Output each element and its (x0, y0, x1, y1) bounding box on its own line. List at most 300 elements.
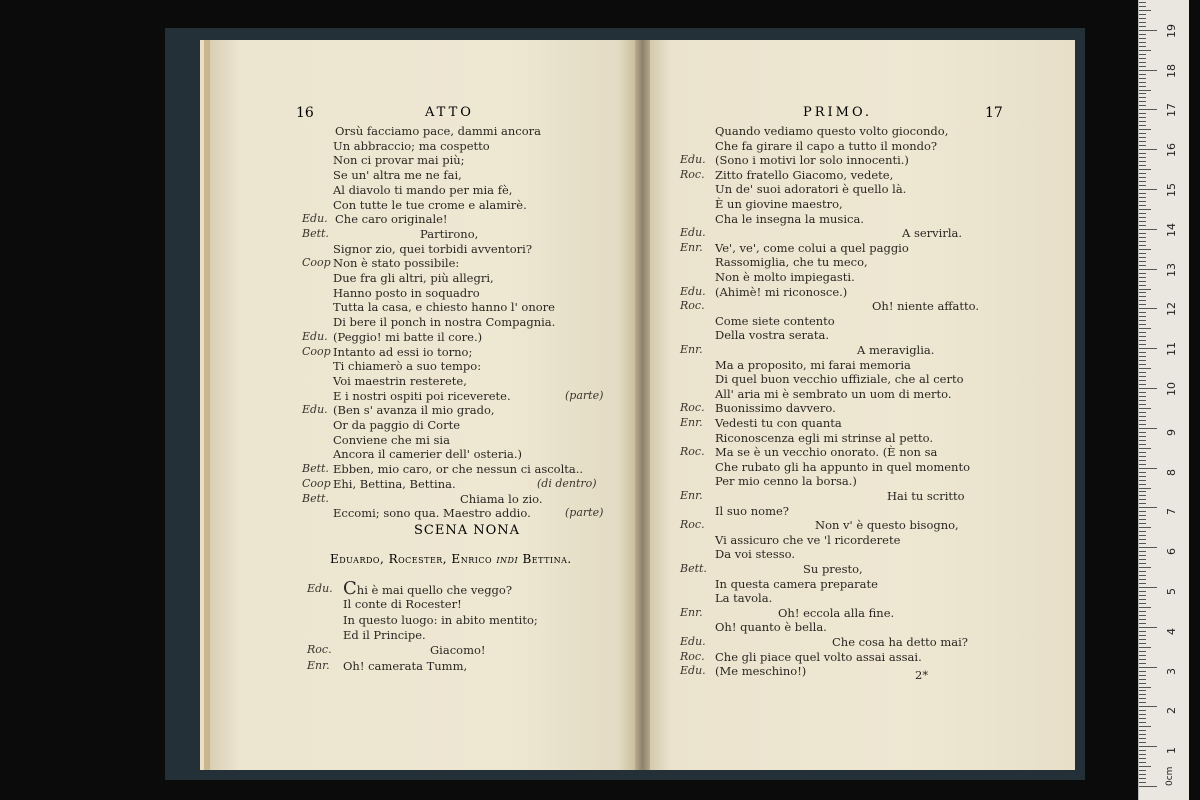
ruler-tick (1139, 308, 1157, 309)
ruler-tick (1139, 324, 1146, 325)
right-line: Ve', ve', come colui a quel paggio (715, 240, 909, 255)
right-line: Vedesti tu con quanta (715, 416, 842, 430)
ruler-tick (1139, 758, 1146, 759)
ruler-tick (1139, 499, 1146, 500)
cast-names: Eduardo, Rocester, Enrico (330, 552, 493, 566)
ruler-number: 14 (1165, 222, 1178, 237)
scene-line: Oh! camerata Tumm, (343, 658, 468, 673)
ruler-tick (1139, 738, 1146, 739)
right-line: Vi assicuro che ve 'l ricorderete (715, 532, 901, 547)
ruler-tick (1139, 249, 1151, 250)
ruler-tick (1139, 233, 1146, 234)
ruler-tick (1139, 547, 1157, 548)
ruler-tick (1139, 722, 1146, 723)
ruler-tick (1139, 428, 1157, 429)
ruler-tick (1139, 149, 1157, 150)
right-line: Zitto fratello Giacomo, vedete, (715, 167, 894, 182)
ruler-tick (1139, 495, 1146, 496)
right-line: (Me meschino!) (715, 664, 807, 679)
right-speaker: Edu. (680, 226, 706, 240)
ruler-tick (1139, 531, 1146, 532)
ruler-tick (1139, 66, 1146, 67)
left-speaker: Bett. (302, 462, 329, 476)
left-line: Ti chiamerò a suo tempo: (333, 359, 482, 374)
ruler-tick (1139, 18, 1146, 19)
ruler-tick (1139, 655, 1146, 656)
ruler-tick (1139, 710, 1146, 711)
ruler-tick (1139, 392, 1146, 393)
ruler-tick (1139, 90, 1151, 91)
ruler-tick (1139, 639, 1146, 640)
left-speaker: Coop (302, 344, 331, 358)
ruler-number: 11 (1165, 342, 1178, 357)
ruler-tick (1139, 603, 1146, 604)
ruler-tick (1139, 2, 1146, 3)
ruler-tick (1139, 416, 1146, 417)
ruler-tick (1139, 372, 1146, 373)
ruler-tick (1139, 694, 1146, 695)
right-line: La tavola. (715, 591, 773, 606)
scene-line: Il conte di Rocester! (343, 597, 462, 612)
ruler-tick (1139, 778, 1146, 779)
ruler-tick (1139, 539, 1146, 540)
ruler-tick (1139, 543, 1146, 544)
ruler-tick (1139, 368, 1151, 369)
ruler-tick (1139, 6, 1146, 7)
left-line: Partirono, (420, 226, 479, 241)
signature-mark: 2* (915, 668, 929, 682)
left-line: Che caro originale! (335, 212, 448, 227)
ruler-tick (1139, 221, 1146, 222)
left-line: E i nostri ospiti poi riceverete. (333, 388, 511, 403)
right-line: Un de' suoi adoratori è quello là. (715, 182, 907, 197)
ruler-tick (1139, 356, 1146, 357)
ruler-number: 19 (1165, 23, 1178, 38)
left-line: Al diavolo ti mando per mia fè, (333, 182, 513, 197)
ruler-tick (1139, 197, 1146, 198)
ruler-tick (1139, 782, 1146, 783)
ruler-tick (1139, 687, 1151, 688)
ruler-tick (1139, 101, 1146, 102)
ruler-tick (1139, 26, 1146, 27)
ruler-tick (1139, 400, 1146, 401)
ruler-tick (1139, 412, 1146, 413)
right-line: Che cosa ha detto mai? (832, 635, 968, 649)
left-speaker: Bett. (302, 491, 329, 505)
ruler-tick (1139, 659, 1146, 660)
ruler-tick (1139, 484, 1146, 485)
scene-line: Giacomo! (430, 643, 486, 658)
ruler-tick (1139, 456, 1146, 457)
right-line: Buonissimo davvero. (715, 401, 836, 416)
cast-indi: indi (496, 552, 519, 566)
page-number-right: 17 (985, 105, 1003, 121)
ruler-number: 12 (1165, 302, 1178, 317)
ruler-tick (1139, 476, 1146, 477)
ruler-tick (1139, 181, 1146, 182)
left-line: Chiama lo zio. (460, 491, 543, 506)
ruler-number: 7 (1165, 508, 1178, 516)
ruler-tick (1139, 519, 1146, 520)
left-line: Orsù facciamo pace, dammi ancora (335, 124, 542, 138)
left-line: Ebben, mio caro, or che nessun ci ascolta.. (333, 462, 584, 477)
right-line: Hai tu scritto (887, 489, 965, 503)
ruler-tick (1139, 750, 1146, 751)
left-line: (Peggio! mi batte il core.) (333, 329, 483, 344)
ruler-tick (1139, 245, 1146, 246)
ruler-tick (1139, 86, 1146, 87)
ruler-tick (1139, 137, 1146, 138)
ruler-tick (1139, 161, 1146, 162)
ruler-number: 10 (1165, 382, 1178, 396)
ruler-tick (1139, 436, 1146, 437)
ruler-tick (1139, 420, 1146, 421)
scene-speaker: Enr. (307, 658, 330, 672)
ruler-tick (1139, 627, 1157, 628)
ruler-tick (1139, 667, 1157, 668)
right-line: È un giovine maestro, (715, 197, 843, 211)
right-line: Di quel buon vecchio uffiziale, che al certo (715, 372, 964, 387)
left-line: Hanno posto in soquadro (333, 285, 480, 300)
left-line: Non ci provar mai più; (333, 153, 465, 168)
ruler-tick (1139, 408, 1151, 409)
right-line: Come siete contento (715, 313, 835, 328)
measurement-ruler (1138, 0, 1189, 800)
ruler-tick (1139, 253, 1146, 254)
ruler-tick (1139, 312, 1146, 313)
ruler-tick (1139, 129, 1151, 130)
ruler-tick (1139, 663, 1146, 664)
left-line: Voi maestrin resterete, (333, 373, 467, 388)
scene-speaker: Edu. (307, 582, 333, 595)
ruler-number: 4 (1165, 627, 1178, 635)
ruler-tick (1139, 671, 1146, 672)
ruler-tick (1139, 448, 1151, 449)
ruler-tick (1139, 58, 1146, 59)
right-line: Della vostra serata. (715, 328, 830, 343)
ruler-tick (1139, 364, 1146, 365)
ruler-tick (1139, 225, 1146, 226)
right-line: Riconoscenza egli mi strinse al petto. (715, 430, 934, 445)
ruler-number: 2 (1165, 707, 1178, 715)
ruler-tick (1139, 189, 1157, 190)
ruler-tick (1139, 125, 1146, 126)
ruler-tick (1139, 583, 1146, 584)
ruler-tick (1139, 209, 1151, 210)
right-speaker: Roc. (680, 445, 705, 459)
ruler-tick (1139, 229, 1157, 230)
right-line: Cha le insegna la musica. (715, 211, 864, 226)
ruler-tick (1139, 360, 1146, 361)
ruler-tick (1139, 527, 1151, 528)
ruler-tick (1139, 201, 1146, 202)
ruler-tick (1139, 742, 1146, 743)
ruler-tick (1139, 376, 1146, 377)
right-line: (Ahimè! mi riconosce.) (715, 284, 848, 299)
ruler-tick (1139, 273, 1146, 274)
ruler-tick (1139, 121, 1146, 122)
left-speaker: Coop (302, 256, 331, 270)
ruler-tick (1139, 734, 1146, 735)
ruler-tick (1139, 488, 1151, 489)
right-speaker: Enr. (680, 489, 703, 502)
scene-line: Ed il Principe. (343, 627, 426, 642)
ruler-tick (1139, 30, 1157, 31)
left-line: Intanto ad essi io torno; (333, 344, 473, 359)
ruler-tick (1139, 591, 1146, 592)
ruler-tick (1139, 432, 1146, 433)
right-speaker: Enr. (680, 343, 703, 356)
cast-last: Bettina. (522, 552, 572, 566)
right-line: Che rubato gli ha appunto in quel momento (715, 459, 971, 474)
ruler-tick (1139, 754, 1146, 755)
ruler-number: 1 (1165, 747, 1178, 755)
stage-direction: (parte) (565, 388, 604, 402)
ruler-tick (1139, 698, 1146, 699)
left-speaker: Edu. (302, 403, 328, 417)
scene-title: SCENA NONA (414, 523, 521, 538)
ruler-tick (1139, 575, 1146, 576)
right-speaker: Roc. (680, 649, 705, 663)
scene-line: In questo luogo: in abito mentito; (343, 612, 538, 627)
ruler-tick (1139, 74, 1146, 75)
left-line: Se un' altra me ne fai, (333, 168, 462, 183)
ruler-tick (1139, 78, 1146, 79)
ruler-tick (1139, 491, 1146, 492)
right-line: Non v' è questo bisogno, (815, 518, 959, 533)
drop-cap: C (343, 578, 357, 599)
left-line: Un abbraccio; ma cospetto (333, 138, 490, 153)
ruler-tick (1139, 281, 1146, 282)
ruler-tick (1139, 22, 1146, 23)
left-line: Ancora il camerier dell' osteria.) (333, 447, 523, 462)
ruler-tick (1139, 269, 1157, 270)
left-line: Due fra gli altri, più allegri, (333, 271, 494, 285)
left-line: Non è stato possibile: (333, 256, 460, 271)
right-line: Il suo nome? (715, 503, 789, 518)
ruler-tick (1139, 42, 1146, 43)
ruler-tick (1139, 289, 1151, 290)
right-line: (Sono i motivi lor solo innocenti.) (715, 153, 909, 168)
ruler-tick (1139, 265, 1146, 266)
ruler-tick (1139, 169, 1151, 170)
right-line: Quando vediamo questo volto giocondo, (715, 124, 949, 138)
ruler-tick (1139, 336, 1146, 337)
ruler-tick (1139, 579, 1146, 580)
right-line: Ma a proposito, mi farai memoria (715, 357, 911, 372)
right-speaker: Bett. (680, 562, 707, 575)
ruler-tick (1139, 631, 1146, 632)
ruler-tick (1139, 599, 1146, 600)
ruler-tick (1139, 619, 1146, 620)
ruler-tick (1139, 623, 1146, 624)
right-line: Su presto, (803, 562, 863, 576)
running-head-right: PRIMO. (803, 105, 873, 120)
ruler-tick (1139, 770, 1146, 771)
ruler-tick (1139, 82, 1146, 83)
ruler-tick (1139, 185, 1146, 186)
ruler-tick (1139, 320, 1146, 321)
ruler-tick (1139, 551, 1146, 552)
ruler-tick (1139, 762, 1146, 763)
ruler-tick (1139, 444, 1146, 445)
ruler-tick (1139, 396, 1146, 397)
ruler-tick (1139, 177, 1146, 178)
ruler-tick (1139, 217, 1146, 218)
right-speaker: Enr. (680, 416, 703, 429)
ruler-tick (1139, 173, 1146, 174)
ruler-tick (1139, 340, 1146, 341)
ruler-tick (1139, 507, 1157, 508)
book-gutter (635, 40, 650, 770)
ruler-tick (1139, 213, 1146, 214)
ruler-number: 18 (1165, 63, 1178, 78)
ruler-tick (1139, 535, 1146, 536)
page-number-left: 16 (296, 105, 314, 121)
ruler-tick (1139, 567, 1151, 568)
ruler-tick (1139, 205, 1146, 206)
ruler-tick (1139, 726, 1151, 727)
right-speaker: Edu. (680, 153, 706, 167)
left-line: Con tutte le tue crome e alamirè. (333, 197, 527, 212)
ruler-tick (1139, 683, 1146, 684)
ruler-tick (1139, 587, 1157, 588)
right-speaker: Edu. (680, 635, 706, 648)
right-line: Rassomiglia, che tu meco, (715, 255, 868, 270)
ruler-number: 15 (1165, 183, 1178, 197)
ruler-tick (1139, 153, 1146, 154)
ruler-tick (1139, 714, 1146, 715)
ruler-tick (1139, 730, 1146, 731)
ruler-tick (1139, 515, 1146, 516)
ruler-tick (1139, 706, 1157, 707)
ruler-tick (1139, 555, 1146, 556)
left-line: Tutta la casa, e chiesto hanno l' onore (333, 300, 555, 315)
ruler-number: 13 (1165, 262, 1178, 277)
right-speaker: Roc. (680, 518, 705, 532)
ruler-tick (1139, 635, 1146, 636)
right-speaker: Enr. (680, 605, 703, 619)
ruler-number: 16 (1165, 143, 1178, 158)
right-line: All' aria mi è sembrato un uom di merto. (715, 386, 952, 401)
right-speaker: Edu. (680, 664, 706, 678)
right-speaker: Roc. (680, 401, 705, 415)
ruler-tick (1139, 643, 1146, 644)
ruler-tick (1139, 746, 1157, 747)
ruler-tick (1139, 257, 1146, 258)
ruler-tick (1139, 348, 1157, 349)
ruler-tick (1139, 766, 1151, 767)
ruler-tick (1139, 292, 1146, 293)
right-speaker: Roc. (680, 167, 705, 181)
right-line: Oh! eccola alla fine. (778, 605, 895, 620)
left-speaker: Edu. (302, 212, 328, 226)
ruler-tick (1139, 675, 1146, 676)
scene-line (343, 578, 512, 599)
right-line: Oh! niente affatto. (872, 299, 979, 314)
ruler-tick (1139, 559, 1146, 560)
ruler-tick (1139, 774, 1146, 775)
ruler-tick (1139, 464, 1146, 465)
ruler-tick (1139, 285, 1146, 286)
ruler-tick (1139, 595, 1146, 596)
ruler-tick (1139, 38, 1146, 39)
ruler-tick (1139, 786, 1157, 787)
ruler-tick (1139, 145, 1146, 146)
right-line: A servirla. (902, 226, 963, 241)
ruler-tick (1139, 480, 1146, 481)
ruler-tick (1139, 277, 1146, 278)
right-line: Non è molto impiegasti. (715, 270, 855, 284)
ruler-tick (1139, 563, 1146, 564)
right-line: Da voi stesso. (715, 547, 795, 562)
left-line: Signor zio, quei torbidi avventori? (333, 241, 533, 256)
right-speaker: Edu. (680, 284, 706, 298)
ruler-tick (1139, 511, 1146, 512)
scene-cast (330, 552, 572, 566)
ruler-tick (1139, 611, 1146, 612)
ruler-tick (1139, 193, 1146, 194)
ruler-tick (1139, 344, 1146, 345)
ruler-tick (1139, 141, 1146, 142)
ruler-tick (1139, 384, 1146, 385)
ruler-tick (1139, 647, 1151, 648)
running-head-left: ATTO (425, 105, 474, 120)
ruler-tick (1139, 241, 1146, 242)
ruler-tick (1139, 440, 1146, 441)
ruler-tick (1139, 523, 1146, 524)
ruler-tick (1139, 316, 1146, 317)
left-line: Ehi, Bettina, Bettina. (333, 476, 456, 491)
right-speaker: Enr. (680, 240, 703, 254)
left-speaker: Edu. (302, 329, 328, 343)
ruler-number: 8 (1165, 468, 1178, 476)
ruler-tick (1139, 50, 1151, 51)
ruler-tick (1139, 388, 1157, 389)
ruler-tick (1139, 117, 1146, 118)
ruler-tick (1139, 46, 1146, 47)
ruler-tick (1139, 332, 1146, 333)
ruler-tick (1139, 133, 1146, 134)
ruler-tick (1139, 34, 1146, 35)
ruler-number: 5 (1165, 588, 1178, 595)
scene-line-text: hi è mai quello che veggo? (356, 583, 513, 597)
right-line: Oh! quanto è bella. (715, 620, 827, 635)
right-line: In questa camera preparate (715, 576, 878, 591)
ruler-tick (1139, 718, 1146, 719)
ruler-tick (1139, 690, 1146, 691)
ruler-tick (1139, 109, 1157, 110)
right-speaker: Roc. (680, 299, 705, 313)
ruler-tick (1139, 113, 1146, 114)
ruler-tick (1139, 300, 1146, 301)
left-line: Eccomi; sono qua. Maestro addio. (333, 506, 531, 521)
ruler-tick (1139, 10, 1151, 11)
ruler-tick (1139, 105, 1146, 106)
stage-direction: (parte) (565, 506, 604, 520)
ruler-tick (1139, 452, 1146, 453)
right-line: A meraviglia. (857, 343, 935, 357)
ruler-tick (1139, 380, 1146, 381)
ruler-tick (1139, 97, 1146, 98)
right-line: Per mio cenno la borsa.) (715, 474, 857, 489)
left-speaker: Bett. (302, 226, 329, 240)
ruler-tick (1139, 261, 1146, 262)
ruler-number: 17 (1165, 103, 1178, 118)
ruler-number: 6 (1165, 548, 1178, 556)
ruler-tick (1139, 404, 1146, 405)
ruler-unit: 0cm (1165, 766, 1175, 786)
